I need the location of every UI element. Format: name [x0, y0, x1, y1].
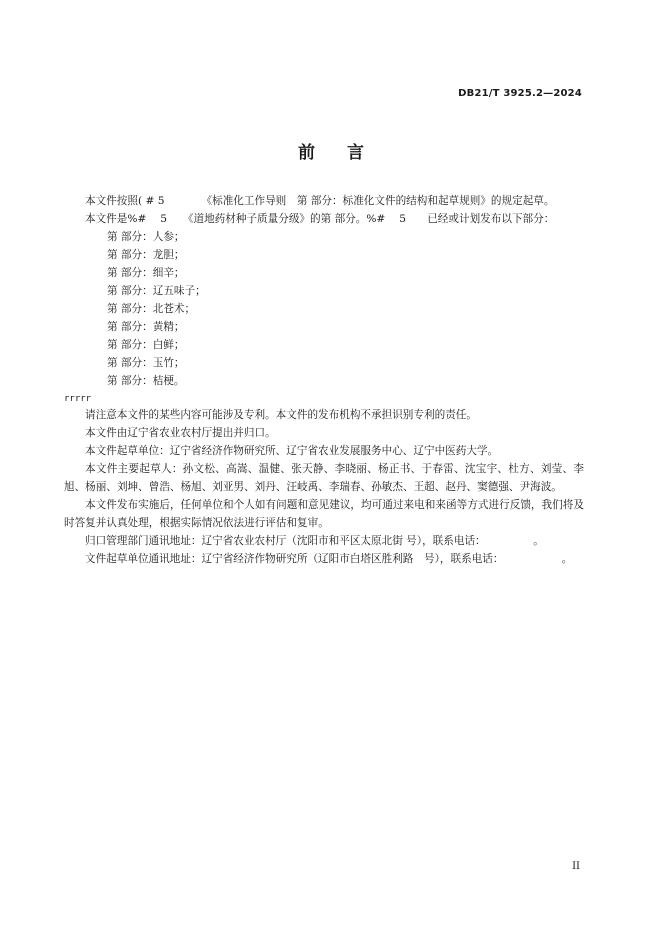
- list-item: 第 部分：辽五味子；: [107, 285, 206, 297]
- placeholder-marker: rrrrr: [64, 394, 92, 404]
- paragraph-drafting-basis: 本文件按照( # 5 《标准化工作导则 第 部分：标准化文件的结构和起草规则》的规定起草。: [85, 195, 555, 207]
- paragraph-patent-notice: 请注意本文件的某些内容可能涉及专利。本文件的发布机构不承担识别专利的责任。: [85, 409, 477, 421]
- list-item: 第 部分：桔梗。: [107, 375, 185, 387]
- page-number: II: [572, 861, 580, 872]
- standard-code: DB21/T 3925.2—2024: [458, 88, 582, 99]
- list-item: 第 部分：白鲜；: [107, 339, 185, 351]
- list-item: 第 部分：黄精；: [107, 321, 185, 333]
- list-item: 第 部分：人参；: [107, 231, 185, 243]
- list-item: 第 部分：细辛；: [107, 267, 185, 279]
- paragraph-admin-address: 归口管理部门通讯地址：辽宁省农业农村厅（沈阳市和平区太原北街 号），联系电话： 。: [85, 535, 544, 547]
- list-item: 第 部分：龙胆；: [107, 249, 185, 261]
- parts-list: [64, 228, 584, 390]
- paragraph-drafters: 本文件主要起草人：孙文松、高嵩、温健、张天静、李晓丽、杨正书、于春雷、沈宝宇、杜方、刘莹、李旭、杨丽、刘坤、曾浩、杨旭、刘亚男、刘丹、汪岐禹、李瑞春、孙敏杰、王超、赵丹、窦德强、尹海波。: [64, 463, 584, 493]
- paragraph-proposer: 本文件由辽宁省农业农村厅提出并归口。: [85, 427, 276, 439]
- paragraph-drafting-units: 本文件起草单位：辽宁省经济作物研究所、辽宁省农业发展服务中心、辽宁中医药大学。: [85, 445, 499, 457]
- paragraph-series-info: 本文件是%# 5 《道地药材种子质量分级》的第 部分。%# 5 已经或计划发布以下部分：: [85, 213, 555, 225]
- list-item: 第 部分：北苍术；: [107, 303, 196, 315]
- list-item: 第 部分：玉竹；: [107, 357, 185, 369]
- foreword-body: [64, 192, 584, 568]
- paragraph-feedback: 本文件发布实施后，任何单位和个人如有问题和意见建议，均可通过来电和来函等方式进行反馈，我们将及时答复并认真处理，根据实际情况依法进行评估和复审。: [64, 499, 584, 529]
- page-title: 前言: [298, 143, 396, 163]
- paragraph-drafter-address: 文件起草单位通讯地址：辽宁省经济作物研究所（辽阳市白塔区胜利路 号），联系电话： 。: [85, 553, 573, 565]
